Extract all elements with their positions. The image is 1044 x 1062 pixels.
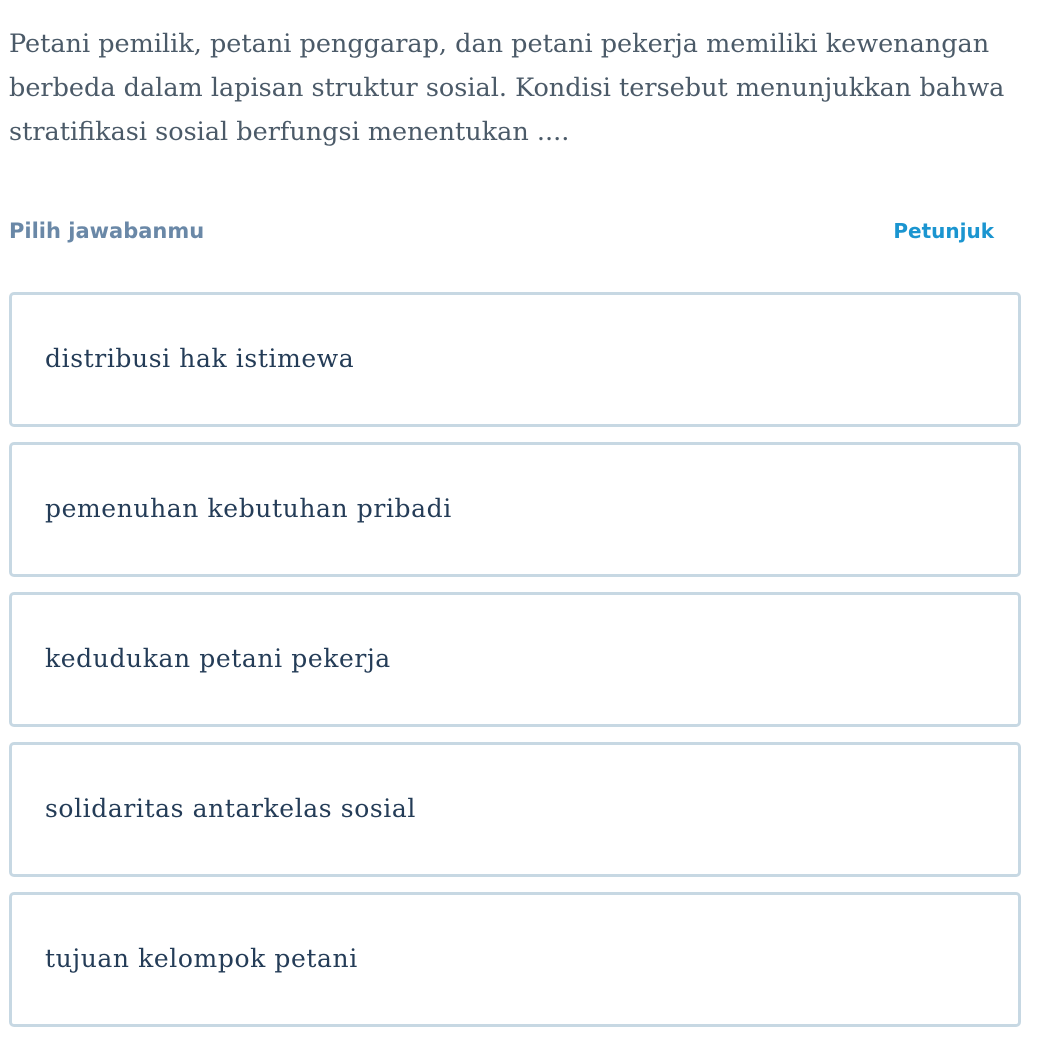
answer-option[interactable]: [9, 892, 1021, 1027]
answer-option-label: solidaritas antarkelas sosial: [45, 794, 416, 823]
answer-option[interactable]: [9, 742, 1021, 877]
answer-options-list: [9, 292, 1021, 1042]
answer-option[interactable]: [9, 292, 1021, 427]
hint-link[interactable]: Petunjuk: [893, 219, 994, 243]
answer-option-label: kedudukan petani pekerja: [45, 644, 391, 673]
answer-option-label: tujuan kelompok petani: [45, 944, 358, 973]
answer-option-label: pemenuhan kebutuhan pribadi: [45, 494, 452, 523]
answer-option[interactable]: [9, 442, 1021, 577]
answer-option[interactable]: [9, 592, 1021, 727]
choose-answer-label: Pilih jawabanmu: [9, 219, 205, 243]
answer-option-label: distribusi hak istimewa: [45, 344, 355, 373]
question-text: Petani pemilik, petani penggarap, dan petani pekerja memiliki kewenangan berbeda dalam lapisan struktur sosial. Kondisi tersebut menunjukkan bahwa stratifikasi sosial berfungsi menentukan ....: [9, 29, 1005, 147]
answer-header: [9, 214, 994, 248]
